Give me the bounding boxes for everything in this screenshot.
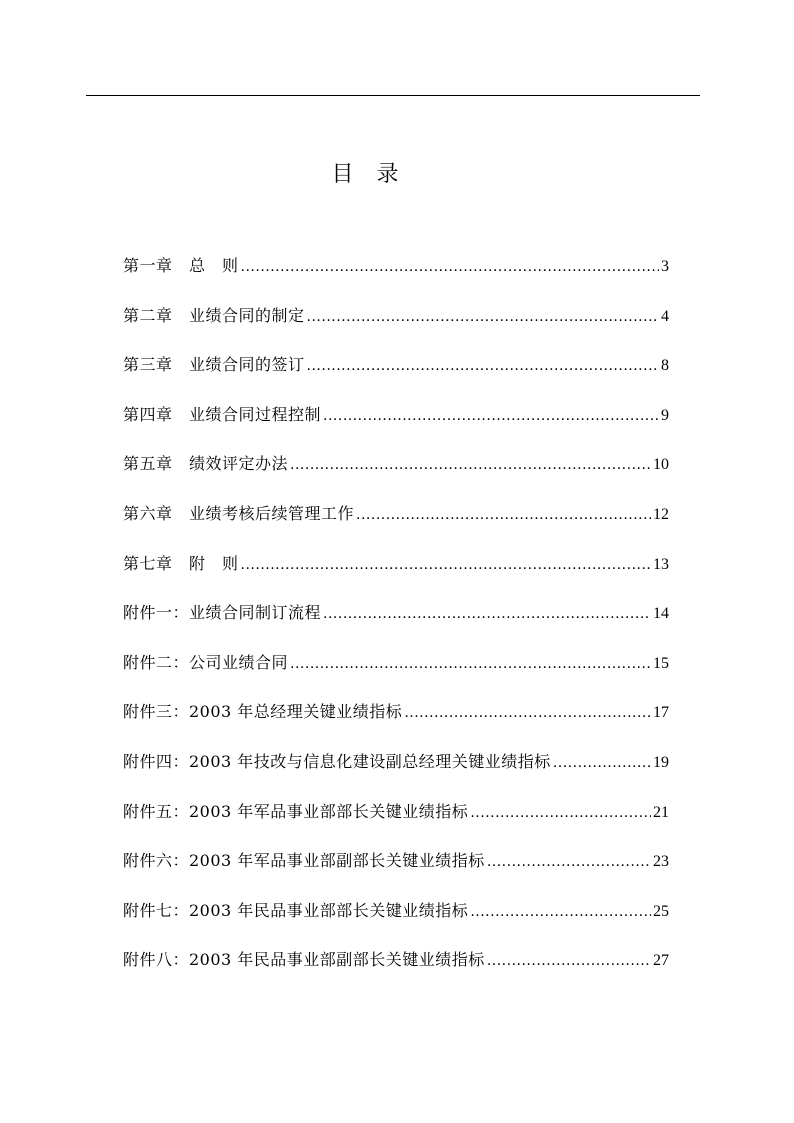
toc-entry-appendix-1[interactable] [123,598,669,648]
toc-dot-leader [487,946,651,976]
toc-entry-label: 第四章 业绩合同过程控制 [123,404,322,424]
toc-entry-page: 8 [661,357,669,375]
toc-entry-appendix-4[interactable] [123,747,669,797]
toc-entry-appendix-6[interactable] [123,846,669,896]
toc-list [123,251,669,995]
toc-entry-label: 附件二：公司业绩合同 [123,652,289,672]
toc-entry-page: 25 [653,902,669,920]
toc-entry-page: 12 [653,505,669,523]
toc-entry-label: 第三章 业绩合同的签订 [123,355,305,375]
toc-entry-chapter-7[interactable] [123,549,669,599]
toc-entry-page: 14 [653,605,669,623]
toc-entry-page: 21 [653,803,669,821]
toc-entry-appendix-3[interactable] [123,697,669,747]
toc-dot-leader [356,500,651,530]
toc-dot-leader [241,252,659,282]
toc-entry-label: 附件四：2003 年技改与信息化建设副总经理关键业绩指标 [123,751,551,771]
toc-entry-appendix-2[interactable] [123,648,669,698]
toc-entry-chapter-4[interactable] [123,400,669,450]
toc-entry-page: 17 [653,704,669,722]
toc-dot-leader [470,897,651,927]
toc-dot-leader [404,698,651,728]
toc-dot-leader [470,798,651,828]
toc-entry-label: 附件八：2003 年民品事业部副部长关键业绩指标 [123,950,485,970]
toc-dot-leader [241,550,651,580]
toc-dot-leader [323,401,659,431]
toc-entry-label: 附件七：2003 年民品事业部部长关键业绩指标 [123,900,469,920]
toc-entry-chapter-1[interactable] [123,251,669,301]
toc-dot-leader [307,351,659,381]
toc-entry-label: 附件六：2003 年军品事业部副部长关键业绩指标 [123,851,485,871]
toc-dot-leader [290,649,651,679]
toc-entry-label: 第一章 总 则 [123,256,239,275]
toc-entry-chapter-6[interactable] [123,499,669,549]
toc-entry-page: 27 [653,952,669,970]
toc-entry-page: 3 [661,258,669,275]
toc-entry-page: 15 [653,654,669,672]
toc-entry-appendix-7[interactable] [123,896,669,946]
toc-entry-page: 10 [653,456,669,474]
toc-dot-leader [307,302,659,332]
toc-entry-label: 附件三：2003 年总经理关键业绩指标 [123,702,403,722]
toc-entry-label: 附件五：2003 年军品事业部部长关键业绩指标 [123,801,469,821]
toc-entry-label: 第六章 业绩考核后续管理工作 [123,503,355,523]
toc-dot-leader [290,450,651,480]
toc-entry-page: 19 [653,753,669,771]
toc-entry-label: 第七章 附 则 [123,553,239,573]
toc-entry-page: 4 [661,307,669,325]
toc-title: 目 录 [331,162,407,187]
toc-dot-leader [487,847,651,877]
toc-entry-appendix-5[interactable] [123,797,669,847]
toc-entry-page: 23 [653,853,669,871]
toc-entry-chapter-2[interactable] [123,301,669,351]
toc-entry-page: 13 [653,555,669,573]
header-rule [86,95,700,96]
toc-entry-label: 附件一：业绩合同制订流程 [123,603,322,623]
toc-entry-label: 第二章 业绩合同的制定 [123,305,305,325]
toc-entry-appendix-8[interactable] [123,945,669,995]
toc-entry-chapter-3[interactable] [123,350,669,400]
toc-entry-chapter-5[interactable] [123,449,669,499]
toc-entry-page: 9 [661,406,669,424]
toc-dot-leader [553,748,651,778]
toc-entry-label: 第五章 绩效评定办法 [123,454,289,474]
toc-dot-leader [323,599,651,629]
